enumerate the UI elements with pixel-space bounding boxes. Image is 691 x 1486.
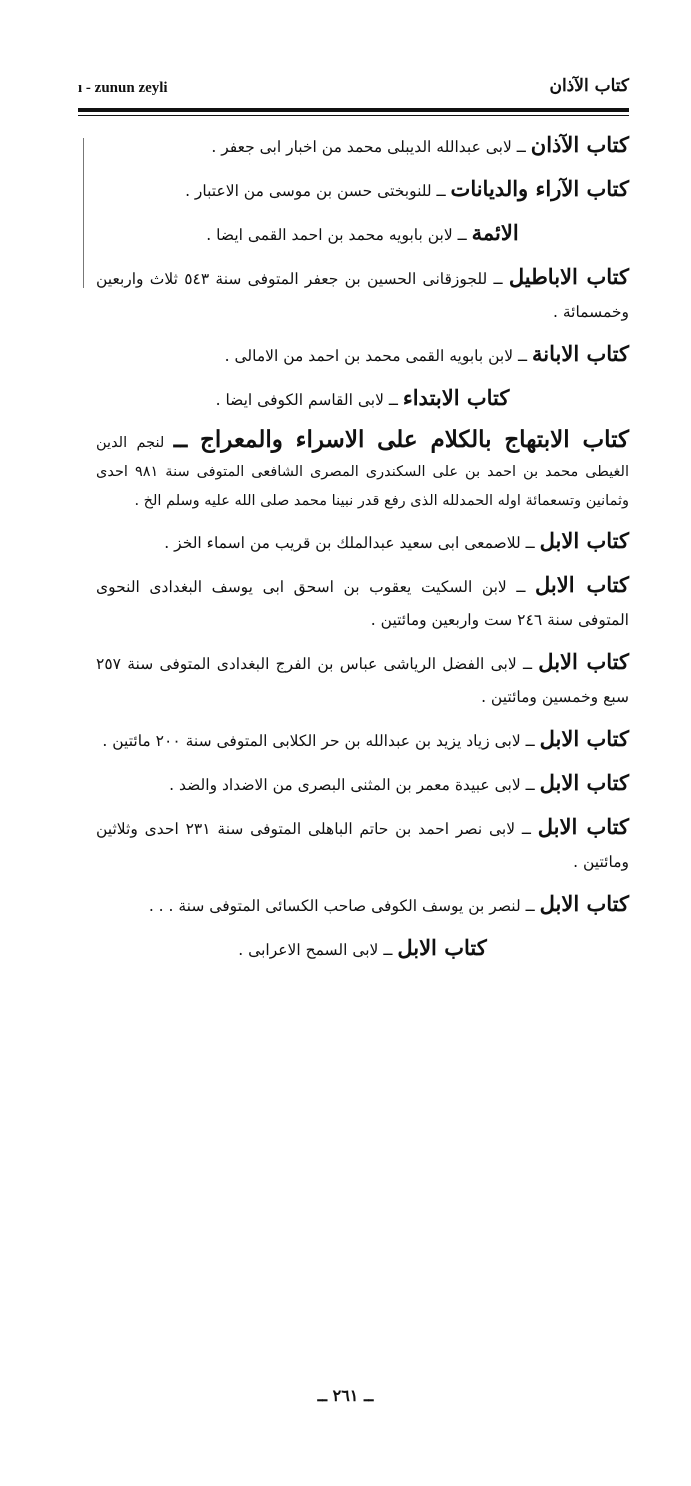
page-number: ــ ٢٦١ ــ bbox=[317, 1386, 374, 1405]
entry-heading: كتاب الابل bbox=[539, 726, 629, 751]
entry-heading: كتاب الآراء والديانات bbox=[450, 176, 629, 201]
entry bbox=[96, 381, 629, 417]
entry-text: ــ لابى نصر احمد بن حاتم الباهلى المتوفى سنة ٢٣١ احدى وثلاثين ومائتين . bbox=[96, 820, 629, 871]
entry-text: ــ للنوبختى حسن بن موسى من الاعتبار . bbox=[185, 182, 451, 200]
entry-heading: كتاب الابل bbox=[539, 528, 629, 553]
entry bbox=[96, 645, 629, 714]
entry-text: ــ لابن بابويه محمد بن احمد القمى ايضا . bbox=[206, 226, 472, 244]
running-header-right: كتاب الآذان bbox=[549, 76, 629, 96]
entry bbox=[96, 260, 629, 329]
entry-heading: كتاب الابل bbox=[539, 770, 629, 795]
entry-heading: كتاب الابل bbox=[538, 649, 629, 674]
entry bbox=[96, 887, 629, 923]
entry-heading: كتاب الآذان bbox=[530, 132, 629, 157]
entry-heading: كتاب الابانة bbox=[532, 341, 629, 366]
entry bbox=[96, 128, 629, 164]
entry bbox=[96, 766, 629, 802]
entry-text: ــ لابى زياد يزيد بن عبدالله بن حر الكلابى المتوفى سنة ٢٠٠ مائتين . bbox=[102, 732, 540, 750]
running-header-left: ı - zunun zeyli bbox=[78, 80, 168, 96]
entry bbox=[96, 216, 629, 252]
entry-text: ــ لابى عبيدة معمر بن المثنى البصرى من الاضداد والضد . bbox=[169, 776, 540, 794]
entry-text: ــ لابى القاسم الكوفى ايضا . bbox=[215, 391, 403, 409]
entry-list bbox=[96, 128, 629, 975]
entry-text: ــ لابى الفضل الرياشى عباس بن الفرج البغدادى المتوفى سنة ٢٥٧ سبع وخمسين ومائتين . bbox=[96, 655, 629, 706]
entry-text: ــ لابى عبدالله الديبلى محمد من اخبار ابى جعفر . bbox=[211, 138, 531, 156]
header-rule-thin bbox=[78, 115, 629, 116]
entry bbox=[96, 810, 629, 879]
margin-mark bbox=[83, 138, 84, 288]
entry-text: ــ لابى السمح الاعرابى . bbox=[238, 941, 398, 959]
entry-text: لنجم الدين الغيطى محمد بن احمد بن على السكندرى المصرى الشافعى المتوفى سنة ٩٨١ احدى وثمانين وتسعمائة اوله الحمدلله الذى رفع قدر نبينا محمد صلى الله عليه وسلم الخ . bbox=[96, 435, 630, 509]
entry bbox=[96, 425, 629, 516]
entry bbox=[96, 568, 629, 637]
entry-heading: كتاب الابل bbox=[537, 814, 629, 839]
entry-text: ــ لابن السكيت يعقوب بن اسحق ابى يوسف البغدادى النحوى المتوفى سنة ٢٤٦ ست واربعين ومائتين . bbox=[96, 578, 629, 629]
entry-heading: كتاب الاباطيل bbox=[508, 264, 629, 289]
entry bbox=[96, 172, 629, 208]
entry bbox=[96, 931, 629, 967]
entry-heading: الائمة bbox=[471, 220, 519, 245]
entry-heading: كتاب الابل bbox=[397, 935, 487, 960]
entry-text: ــ لابن بابويه القمى محمد بن احمد من الامالى . bbox=[224, 347, 533, 365]
header-rule-thick bbox=[78, 108, 629, 112]
entry-heading: كتاب الابل bbox=[539, 891, 629, 916]
entry-text: ــ للجوزقانى الحسين بن جعفر المتوفى سنة ٥٤٣ ثلاث واربعين وخمسمائة . bbox=[96, 270, 629, 321]
entry-heading: كتاب الابل bbox=[535, 572, 630, 597]
entry-text: ــ للاصمعى ابى سعيد عبدالملك بن قريب من اسماء الخز . bbox=[164, 534, 540, 552]
entry bbox=[96, 524, 629, 560]
entry-text: ــ لنصر بن يوسف الكوفى صاحب الكسائى المتوفى سنة . . . bbox=[148, 897, 540, 915]
entry bbox=[96, 337, 629, 373]
entry bbox=[96, 722, 629, 758]
entry-heading: كتاب الابتهاج بالكلام على الاسراء والمعراج ــ bbox=[173, 426, 629, 453]
entry-heading: كتاب الابتداء bbox=[402, 385, 510, 410]
